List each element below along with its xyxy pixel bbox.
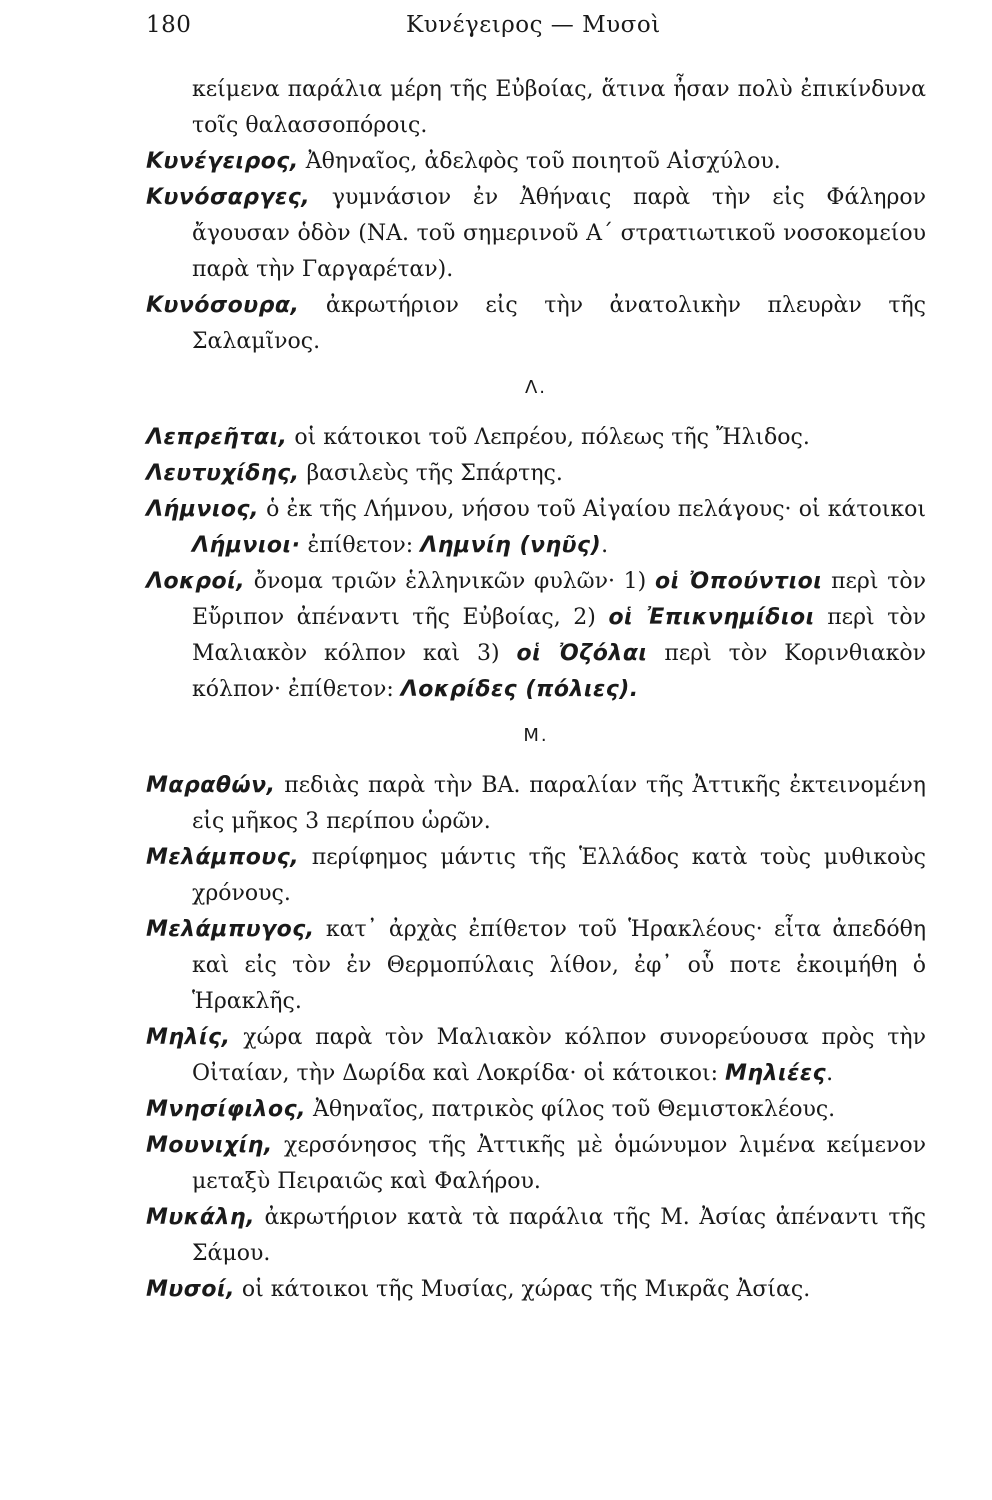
entry-term: Μουνιχίη, [146,1133,273,1158]
entry-definition: ἀκρωτήριον κατὰ τὰ παράλια τῆς Μ. Ἀσίας ἀπέναντι τῆς Σάμου. [192,1205,926,1266]
entry-definition: χώρα παρὰ τὸν Μαλιακὸν κόλπον συνορεύουσα πρὸς τὴν Οἰταίαν, τὴν Δωρίδα καὶ Λοκρίδα· οἱ κάτοικοι: [192,1025,926,1086]
glossary-entry [146,1020,926,1092]
entry-term: Κυνέγειρος, [146,149,299,174]
entry-definition: . [601,533,609,558]
section-letter: Μ. [523,725,549,746]
entry-definition: πεδιὰς παρὰ τὴν ΒΑ. παραλίαν τῆς Ἀττικῆς ἐκτεινομένη εἰς μῆκος 3 περίπου ὡρῶν. [192,773,926,834]
entry-definition: περὶ τὸν Κορινθιακὸν κόλπον· ἐπίθετον: [192,641,926,702]
entry-definition: ὄνομα τριῶν ἑλληνικῶν φυλῶν· 1) [245,569,655,594]
entry-term: Μυκάλη, [146,1205,255,1230]
glossary-entry [146,420,926,456]
glossary-entry [146,840,926,912]
emphasized-term: οἱ Ὀπούντιοι [654,569,823,594]
glossary-entry [146,768,926,840]
entry-definition: περὶ τὸν Εὔριπον ἀπέναντι τῆς Εὐβοίας, 2) [192,569,926,630]
entry-definition: κατ᾽ ἀρχὰς ἐπίθετον τοῦ Ἡρακλέους· εἶτα ἀπεδόθη καὶ εἰς τὸν ἐν Θερμοπύλαις λίθον, ἐφ᾽ οὗ ποτε ἐκοιμήθη ὁ Ἡρακλῆς. [192,917,926,1014]
glossary-text [146,72,926,1308]
page-header [146,12,926,46]
glossary-entry [146,456,926,492]
emphasized-term: Μηλιέες [725,1061,827,1086]
entry-definition: ὁ ἐκ τῆς Λήμνου, νήσου τοῦ Αἰγαίου πελάγους· οἱ κάτοικοι [258,497,926,522]
entry-definition: οἱ κάτοικοι τῆς Μυσίας, χώρας τῆς Μικρᾶς Ἀσίας. [234,1277,811,1302]
entry-definition: . [826,1061,834,1086]
entry-term: Λήμνιος, [146,497,259,522]
entry-term: Μνησίφιλος, [146,1097,306,1122]
glossary-entry [146,1272,926,1308]
glossary-entry [146,180,926,288]
entry-term: Κυνόσαργες, [146,185,311,210]
entry-term: Μαραθών, [146,773,276,798]
entry-term: Μηλίς, [146,1025,231,1050]
entry-definition: περίφημος μάντις τῆς Ἑλλάδος κατὰ τοὺς μυθικοὺς χρόνους. [192,845,926,906]
entry-term: Λοκροί, [146,569,246,594]
entry-term: Μυσοί, [146,1277,235,1302]
running-head: Κυνέγειρος — Μυσοὶ [406,12,661,38]
glossary-entry [146,144,926,180]
entry-definition: ἀκρωτήριον εἰς τὴν ἀνατολικὴν πλευρὰν τῆς Σαλαμῖνος. [192,293,926,354]
entry-definition: Ἀθηναῖος, ἀδελφὸς τοῦ ποιητοῦ Αἰσχύλου. [298,149,781,174]
glossary-entry [146,1092,926,1128]
glossary-entry [146,564,926,708]
emphasized-term: Λοκρίδες (πόλιες). [400,677,639,702]
glossary-entry [146,912,926,1020]
entry-term: Μελάμπους, [146,845,300,870]
emphasized-term: Λημνίη (νηῦς) [420,533,602,558]
emphasized-term: οἱ Ἐπικνημίδιοι [608,605,815,630]
section-letter: Λ. [524,377,548,398]
page-number: 180 [146,12,192,38]
glossary-entry [146,1128,926,1200]
emphasized-term: Λήμνιοι· [192,533,301,558]
emphasized-term: οἱ Ὀζόλαι [516,641,648,666]
entry-definition: ἐπίθετον: [300,533,421,558]
entry-term: Λεπρεῆται, [146,425,288,450]
glossary-entry [146,288,926,360]
entry-definition: οἱ κάτοικοι τοῦ Λεπρέου, πόλεως τῆς Ἤλιδος. [287,425,810,450]
entry-term: Μελάμπυγος, [146,917,315,942]
entry-definition: γυμνάσιον ἐν Ἀθήναις παρὰ τὴν εἰς Φάληρον ἄγουσαν ὁδὸν (ΝΑ. τοῦ σημερινοῦ Α΄ στρατιωτικοῦ νοσοκομείου παρὰ τὴν Γαργαρέταν). [192,185,926,282]
entry-definition: χερσόνησος τῆς Ἀττικῆς μὲ ὁμώνυμον λιμένα κείμενον μεταξὺ Πειραιῶς καὶ Φαλήρου. [192,1133,926,1194]
entry-definition: περὶ τὸν Μαλιακὸν κόλπον καὶ 3) [192,605,926,666]
entry-term: Λευτυχίδης, [146,461,300,486]
glossary-entry [146,492,926,564]
entry-term: Κυνόσουρα, [146,293,300,318]
glossary-entry [146,1200,926,1272]
entry-definition: βασιλεὺς τῆς Σπάρτης. [299,461,563,486]
entry-continuation: κείμενα παράλια μέρη τῆς Εὐβοίας, ἅτινα ἦσαν πολὺ ἐπικίνδυνα τοῖς θαλασσοπόροις. [192,77,926,138]
entry-definition: Ἀθηναῖος, πατρικὸς φίλος τοῦ Θεμιστοκλέους. [305,1097,836,1122]
